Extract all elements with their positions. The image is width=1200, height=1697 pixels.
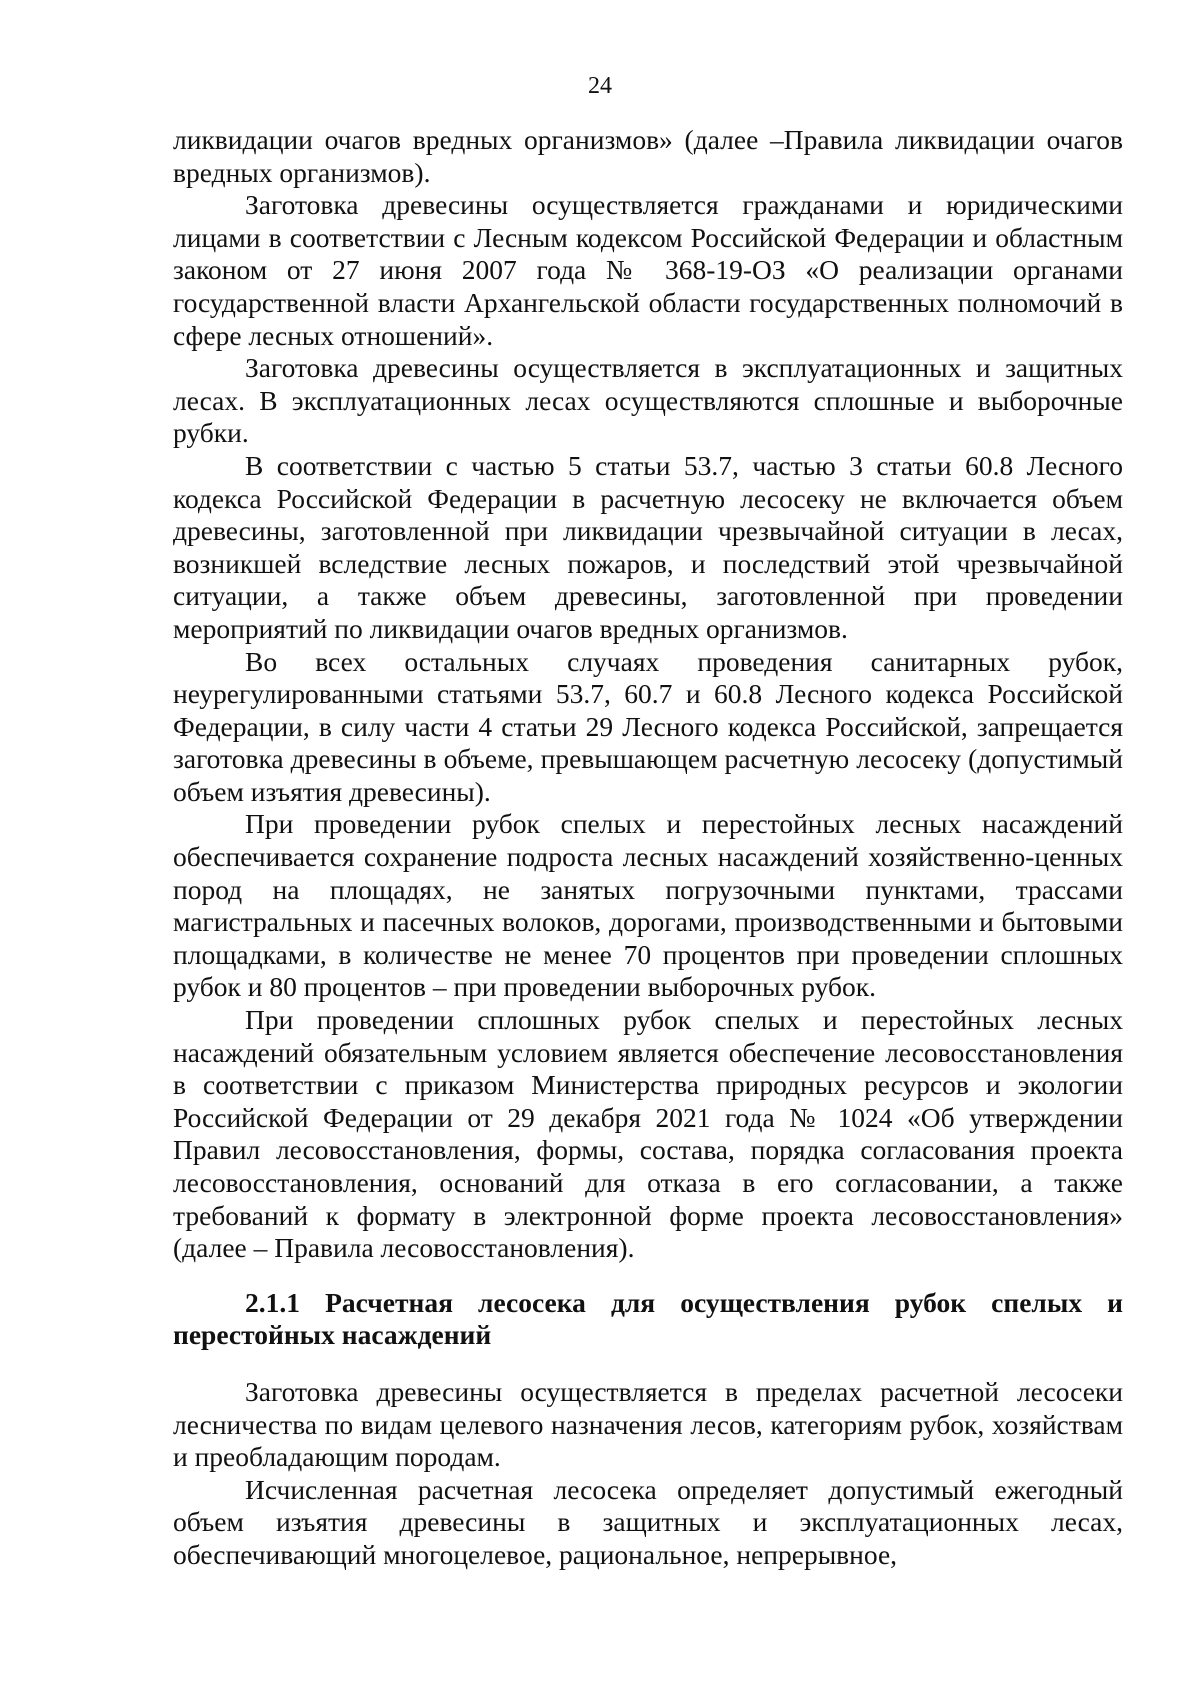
paragraph-calculated-cut: Исчисленная расчетная лесосека определяет допустимый ежегодный объем изъятия древесины в защитных и эксплуатационных лесах, обеспечивающий многоцелевое, рациональное, непрерывное, (173, 1473, 1123, 1570)
paragraph-continuation: ликвидации очагов вредных организмов» (далее –Правила ликвидации очагов вредных организмов). (173, 124, 1123, 188)
page-number: 24 (588, 73, 612, 99)
paragraph-harvesting-limits: Заготовка древесины осуществляется в пределах расчетной лесосеки лесничества по видам целевого назначения лесов, категориям рубок, хозяйствам и преобладающим породам. (173, 1375, 1123, 1473)
paragraph-harvesting-legal-basis: Заготовка древесины осуществляется гражданами и юридическими лицами в соответствии с Лесным кодексом Российской Федерации и областным законом от 27 июня 2007 года № 368-19-ОЗ «О реализации органами государственной власти Архангельской области государственных полномочий в сфере лесных отношений». (173, 189, 1123, 351)
paragraph-sanitary-felling: Во всех остальных случаях проведения санитарных рубок, неурегулированными статьями 53.7, 60.7 и 60.8 Лесного кодекса Российской Федерации, в силу части 4 статьи 29 Лесного кодекса Российской, запрещается заготовка древесины в объеме, превышающем расчетную лесосеку (допустимый объем изъятия древесины). (173, 645, 1123, 807)
paragraph-forest-types: Заготовка древесины осуществляется в эксплуатационных и защитных лесах. В эксплуатационных лесах осуществляются сплошные и выборочные рубки. (173, 352, 1123, 449)
document-body (173, 124, 1123, 1572)
paragraph-allowable-cut-exclusions: В соответствии с частью 5 статьи 53.7, частью 3 статьи 60.8 Лесного кодекса Российской Федерации в расчетную лесосеку не включается объем древесины, заготовленной при ликвидации чрезвычайной ситуации в лесах, возникшей вследствие лесных пожаров, и последствий этой чрезвычайной ситуации, а также объем древесины, заготовленной при проведении мероприятий по ликвидации очагов вредных организмов. (173, 449, 1123, 644)
paragraph-undergrowth-preservation: При проведении рубок спелых и перестойных лесных насаждений обеспечивается сохранение подроста лесных насаждений хозяйственно-ценных пород на площадях, не занятых погрузочными пунктами, трассами магистральных и пасечных волоков, дорогами, производственными и бытовыми площадками, в количестве не менее 70 процентов при проведении сплошных рубок и 80 процентов – при проведении выборочных рубок. (173, 808, 1123, 1003)
paragraph-reforestation: При проведении сплошных рубок спелых и перестойных лесных насаждений обязательным условием является обеспечение лесовосстановления в соответствии с приказом Министерства природных ресурсов и экологии Российской Федерации от 29 декабря 2021 года № 1024 «Об утверждении Правил лесовосстановления, формы, состава, порядка согласования проекта лесовосстановления, оснований для отказа в его согласовании, а также требований к формату в электронной форме проекта лесовосстановления» (далее – Правила лесовосстановления). (173, 1004, 1123, 1264)
section-heading: 2.1.1 Расчетная лесосека для осуществления рубок спелых и перестойных насаждений (173, 1286, 1123, 1351)
